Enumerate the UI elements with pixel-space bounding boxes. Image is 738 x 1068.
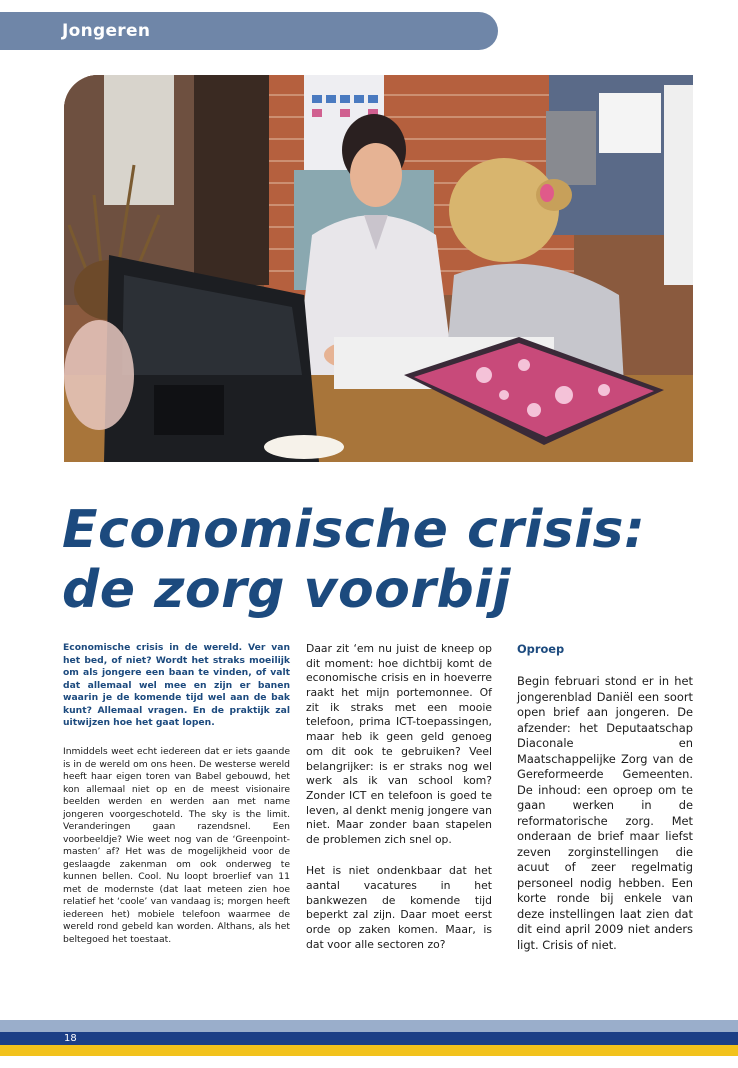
subhead-oproep: Oproep (517, 642, 565, 656)
section-label: Jongeren (62, 21, 151, 41)
article-photo (64, 75, 693, 462)
title-line-1: Economische crisis: (62, 500, 646, 560)
column-3 (517, 642, 693, 970)
column-2 (306, 642, 492, 969)
footer-stripe-blue (0, 1032, 738, 1045)
body-paragraph-3: Het is niet ondenkbaar dat het aantal vacatures in het bankwezen de komende tijd beperkt zal zijn. Daar moet eerst orde op zaken komen. Maar, is dat voor alle sectoren zo? (306, 864, 492, 951)
footer-stripe-light (0, 1020, 738, 1032)
footer-stripe-yellow (0, 1045, 738, 1056)
lead-paragraph: Economische crisis in de wereld. Ver van het bed, of niet? Wordt het straks moeilijk om als jongere een baan te vinden, of valt dat allemaal wel mee en zijn er banen waarin je de komende tijd wel aan de bak kunt? Allemaal vragen. En de praktijk zal uitwijzen hoe het gaat lopen. (63, 642, 290, 729)
column-1 (63, 642, 290, 963)
body-paragraph-2: Daar zit ‘em nu juist de kneep op dit moment: hoe dichtbij komt de economische crisis en in hoeverre raakt het mijn portemonnee. Of zit ik straks met een mooie telefoon, prima ICT-toepassingen, maar heb ik geen geld genoeg om dit ook te gebruiken? Veel belangrijker: is er straks nog wel werk als ik van school kom? Zonder ICT en telefoon is goed te leven, al denkt menig jongere van niet. Maar zonder baan stapelen de problemen zich snel op. (306, 642, 492, 846)
article-title (62, 500, 702, 620)
body-paragraph-4: Begin februari stond er in het jongerenblad Daniël een soort open brief aan jongeren. De afzender: het Deputaatschap Diaconale en Maatschappelijke Zorg van de Gereformeerde Gemeenten. De inhoud: een oproep om te gaan werken in de reformatorische zorg. Met onderaan de brief maar liefst zeven zorginstellingen die acuut of zeer regelmatig personeel nodig hebben. Een korte ronde bij enkele van deze instellingen laat zien dat dit eind april 2009 niet anders ligt. Crisis of niet. (517, 674, 693, 952)
title-line-2: de zorg voorbij (62, 560, 511, 620)
page-number: 18 (64, 1033, 77, 1044)
body-paragraph-1: Inmiddels weet echt iedereen dat er iets gaande is in de wereld om ons heen. De westerse wereld heeft haar eigen toren van Babel gebouwd, het kon allemaal niet op en de meest visionaire beelden werden en werden aan met name jongeren voorgeschoteld. The sky is the limit. Veranderingen gaan razendsnel. Een voorbeeldje? Wie weet nog van de ‘Greenpoint-masten’ af? Het was de mogelijkheid voor de geslaagde zakenman om ook onderweg te kunnen bellen. Cool. Nu loopt broerlief van 11 met de modernste (dat laat meteen zien hoe relatief het ‘coole’ van vandaag is; morgen heeft iedereen het) mobiele telefoon waarmee de wereld rond gebeld kan worden. Althans, als het beltegoed het toestaat. (63, 746, 290, 945)
